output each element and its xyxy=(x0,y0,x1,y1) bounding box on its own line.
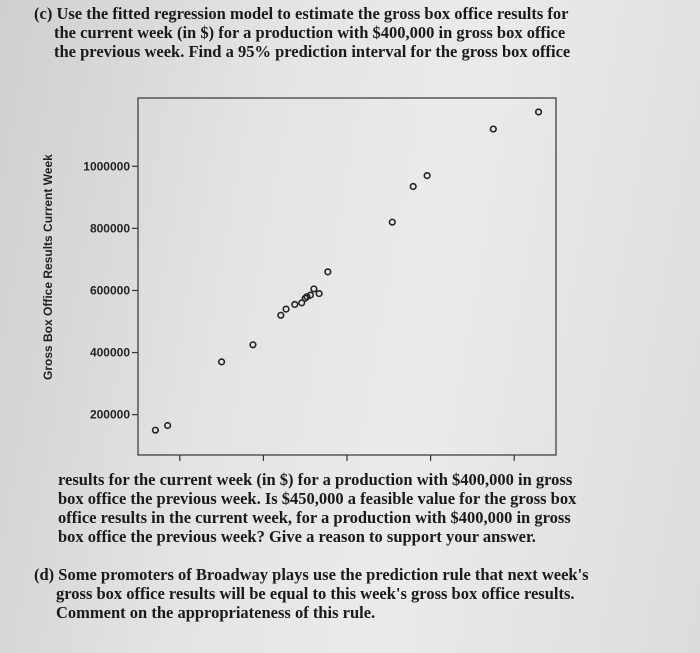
part-d-line-3: Comment on the appropriateness of this rule. xyxy=(56,603,376,622)
data-point xyxy=(491,126,497,132)
part-c-line-3: the previous week. Find a 95% prediction interval for the gross box office xyxy=(54,42,571,61)
data-point xyxy=(219,359,225,365)
data-point xyxy=(536,109,542,115)
part-d-line-1: (d) Some promoters of Broadway plays use the prediction rule that next week's xyxy=(34,565,589,584)
data-point xyxy=(278,313,284,319)
question-part-d xyxy=(34,565,589,622)
results-paragraph xyxy=(58,470,576,546)
part-c-line-2: the current week (in $) for a production with $400,000 in gross box office xyxy=(54,23,566,42)
part-d-label: (d) xyxy=(34,565,55,584)
data-point xyxy=(316,291,322,297)
part-c-label: (c) xyxy=(34,4,53,23)
data-point xyxy=(165,423,171,429)
y-axis-label: Gross Box Office Results Current Week xyxy=(41,154,55,380)
part-c-line-1: (c) Use the fitted regression model to estimate the gross box office results for xyxy=(34,4,569,23)
data-point xyxy=(325,269,331,275)
plot-frame xyxy=(138,98,556,455)
y-tick-label: 600000 xyxy=(89,283,130,298)
data-point xyxy=(410,184,416,190)
data-point xyxy=(311,286,317,292)
data-points xyxy=(153,109,542,433)
data-point xyxy=(153,427,159,433)
y-axis-ticks xyxy=(83,159,514,461)
scatter-plot xyxy=(0,80,700,470)
data-point xyxy=(424,173,430,179)
question-part-c xyxy=(34,4,570,61)
data-point xyxy=(283,306,289,312)
results-line-2: box office the previous week. Is $450,000 a feasible value for the gross box xyxy=(58,489,577,508)
part-d-line-2: gross box office results will be equal to this week's gross box office results. xyxy=(56,584,575,603)
results-line-4: box office the previous week? Give a reason to support your answer. xyxy=(58,527,536,546)
results-line-3: office results in the current week, for a production with $400,000 in gross xyxy=(58,508,571,527)
data-point xyxy=(250,342,256,348)
y-tick-label: 200000 xyxy=(89,407,130,422)
data-point xyxy=(292,302,298,308)
y-tick-label: 400000 xyxy=(89,345,130,360)
data-point xyxy=(389,219,395,225)
y-tick-label: 800000 xyxy=(89,221,130,236)
results-line-1: results for the current week (in $) for a production with $400,000 in gross xyxy=(58,470,573,489)
y-tick-label: 1000000 xyxy=(83,159,130,174)
